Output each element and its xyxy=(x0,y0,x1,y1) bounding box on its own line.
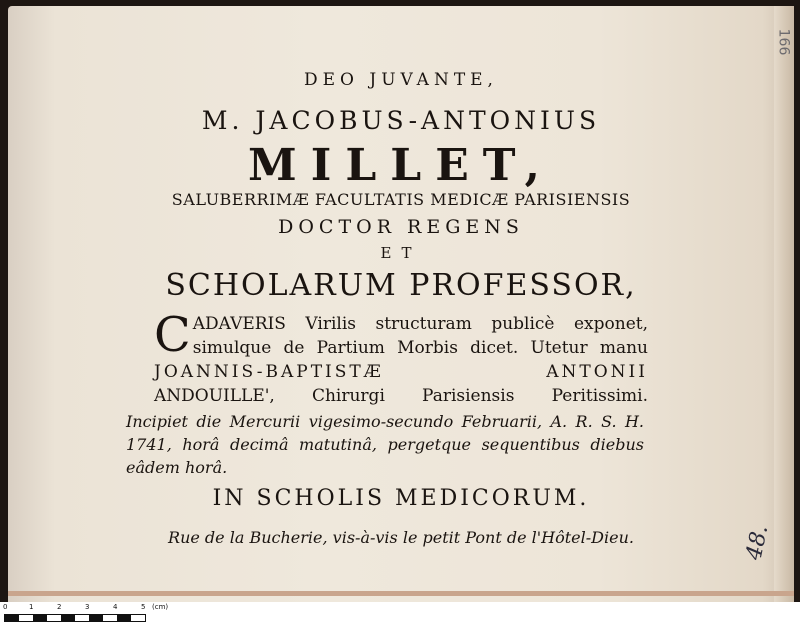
ruler-tick-4: 4 xyxy=(113,603,118,611)
schedule-line-1: Incipiet die Mercurii vigesimo-secundo Februarii, A. R. S. H. xyxy=(126,412,644,431)
paper-sheet xyxy=(8,6,794,602)
schedule-block xyxy=(126,410,644,479)
ruler-tick-3: 3 xyxy=(85,603,90,611)
body-line-2: simulque de Partium Morbis dicet. Utetur manu xyxy=(192,338,648,358)
surname: MILLET, xyxy=(248,140,554,191)
ruler-unit: (cm) xyxy=(152,603,169,611)
schedule-line-3: eâdem horâ. xyxy=(126,458,228,477)
drop-capital: C xyxy=(154,307,191,363)
body-line-3: JOANNIS-BAPTISTÆ ANTONII xyxy=(154,362,648,382)
body-line-1: ADAVERIS Virilis structuram publicè exponet, xyxy=(192,314,648,334)
schedule-line-2: 1741, horâ decimâ matutinâ, pergetque sequentibus diebus xyxy=(126,435,644,454)
ruler-scale-bar xyxy=(4,614,146,622)
address: Rue de la Bucherie, vis-à-vis le petit Pont de l'Hôtel-Dieu. xyxy=(168,528,634,547)
ruler-tick-1: 1 xyxy=(29,603,34,611)
ruler-tick-0: 0 xyxy=(3,603,8,611)
professor-title: SCHOLARUM PROFESSOR, xyxy=(165,268,637,303)
conjunction: ET xyxy=(380,244,422,262)
handwritten-page-number: 48. xyxy=(741,522,774,563)
venue: IN SCHOLIS MEDICORUM. xyxy=(212,486,590,511)
doctor-regens: DOCTOR REGENS xyxy=(278,216,524,238)
announcement-body xyxy=(154,307,648,408)
body-line-4: ANDOUILLE', Chirurgi Parisiensis Peritissimi. xyxy=(154,386,648,406)
printed-text xyxy=(8,6,794,602)
scale-ruler xyxy=(0,603,800,626)
ruler-tick-5: 5 xyxy=(141,603,146,611)
ruler-tick-2: 2 xyxy=(57,603,62,611)
faculty-line: SALUBERRIMÆ FACULTATIS MEDICÆ PARISIENSIS xyxy=(171,190,631,209)
given-names: M. JACOBUS-ANTONIUS xyxy=(201,106,601,135)
invocation: DEO JUVANTE, xyxy=(304,70,498,90)
handwritten-folio-number: 166 xyxy=(775,28,792,56)
